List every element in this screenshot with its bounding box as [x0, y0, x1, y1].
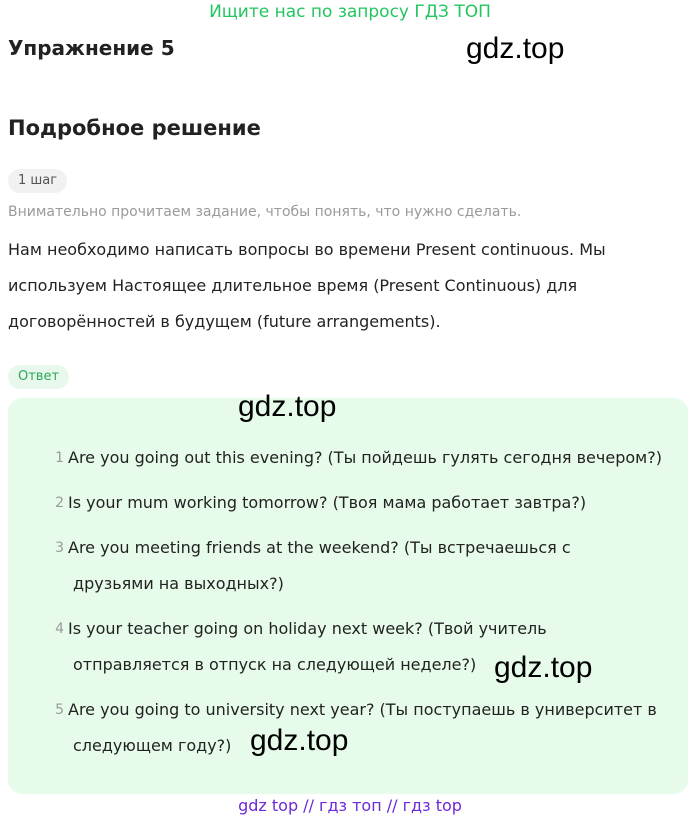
paragraph-line: Нам необходимо написать вопросы во времени Present continuous. Мы: [8, 240, 606, 259]
answer-number: 4: [55, 621, 64, 637]
explanation-paragraph: [8, 232, 648, 340]
answer-line: друзьями на выходных?): [73, 574, 284, 593]
watermark: gdz.top: [238, 390, 337, 423]
hint-text: Внимательно прочитаем задание, чтобы понять, что нужно сделать.: [8, 204, 522, 220]
answer-line: Are you going out this evening? (Ты пойдешь гулять сегодня вечером?): [68, 448, 662, 467]
paragraph-line: используем Настоящее длительное время (Present Continuous) для: [8, 276, 578, 295]
exercise-title: Упражнение 5: [8, 36, 175, 60]
answer-box: [8, 390, 688, 794]
answer-line: Is your teacher going on holiday next week? (Твой учитель: [68, 619, 547, 638]
answer-number: 5: [55, 702, 64, 718]
footer-links: gdz top // гдз топ // гдз top: [238, 796, 462, 815]
watermark: gdz.top: [494, 651, 593, 684]
top-banner: Ищите нас по запросу ГДЗ ТОП: [209, 2, 491, 22]
watermark: gdz.top: [466, 32, 565, 65]
answer-number: 2: [55, 495, 64, 511]
answer-line: следующем году?): [73, 736, 232, 755]
answer-line: Is your mum working tomorrow? (Твоя мама работает завтра?): [68, 493, 587, 512]
answer-number: 3: [55, 540, 64, 556]
answer-number: 1: [55, 450, 64, 466]
watermark: gdz.top: [250, 724, 349, 757]
answer-line: Are you going to university next year? (Ты поступаешь в университет в: [68, 700, 657, 719]
answer-line: отправляется в отпуск на следующей неделе?): [73, 655, 477, 674]
step-badge: 1 шаг: [8, 169, 67, 193]
section-title: Подробное решение: [8, 116, 261, 140]
answer-badge: Ответ: [8, 365, 69, 389]
answer-line: Are you meeting friends at the weekend? (Ты встречаешься с: [68, 538, 571, 557]
paragraph-line: договорённостей в будущем (future arrangements).: [8, 312, 441, 331]
